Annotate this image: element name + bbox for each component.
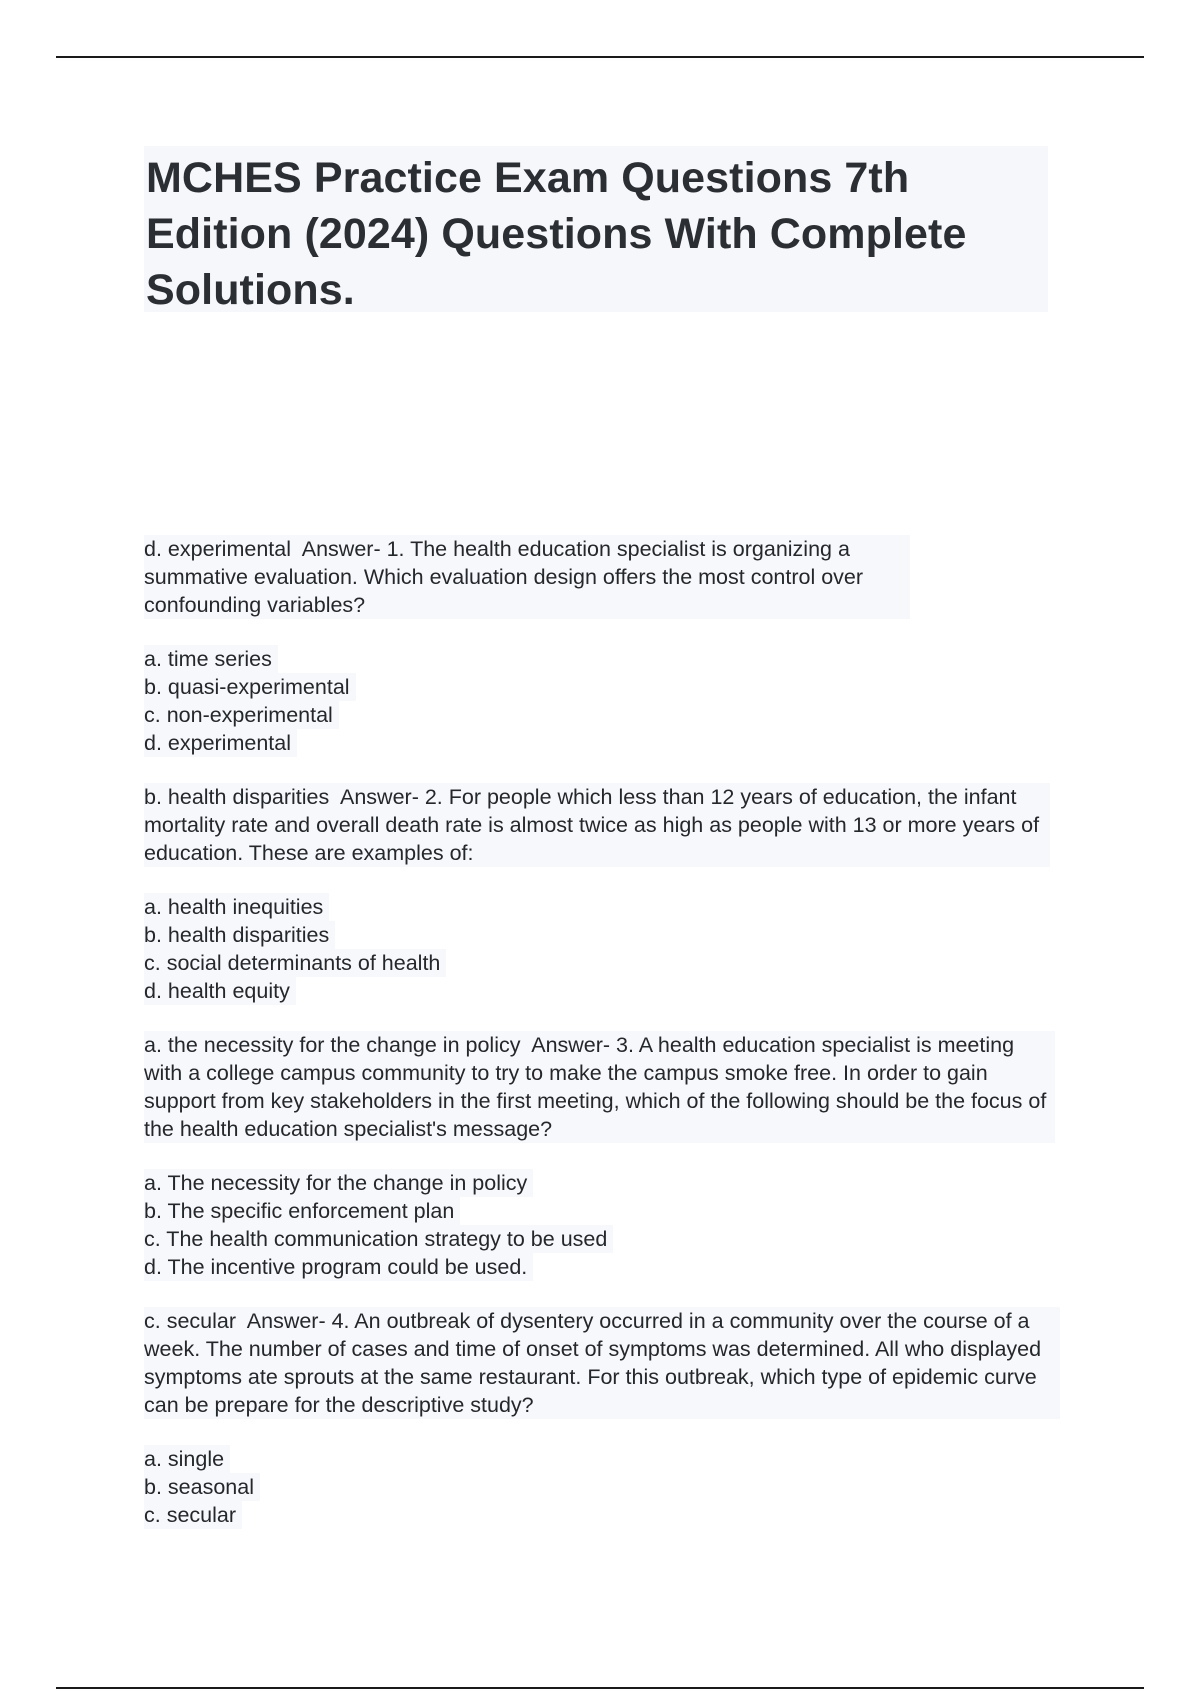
option-item bbox=[144, 1473, 1064, 1501]
option-item bbox=[144, 977, 1064, 1005]
option-text: b. seasonal bbox=[144, 1473, 260, 1501]
option-text: a. single bbox=[144, 1445, 230, 1473]
option-text: c. non-experimental bbox=[144, 701, 339, 729]
question-1 bbox=[144, 535, 1064, 757]
option-text: d. experimental bbox=[144, 729, 297, 757]
option-item bbox=[144, 1225, 1064, 1253]
page-title: MCHES Practice Exam Questions 7th Edition (2024) Questions With Complete Solutions. bbox=[146, 154, 967, 314]
option-list bbox=[144, 1445, 1064, 1529]
option-item bbox=[144, 1169, 1064, 1197]
option-item bbox=[144, 1501, 1064, 1529]
title-block bbox=[144, 146, 1048, 312]
option-text: d. health equity bbox=[144, 977, 296, 1005]
question-3 bbox=[144, 1031, 1064, 1281]
option-item bbox=[144, 701, 1064, 729]
question-list bbox=[144, 535, 1064, 1555]
option-text: c. secular bbox=[144, 1501, 242, 1529]
option-text: a. time series bbox=[144, 645, 278, 673]
question-stem: b. health disparities Answer- 2. For people which less than 12 years of education, the infant mortality rate and overall death rate is almost twice as high as people with 13 or more years of education. These are examples of: bbox=[144, 783, 1050, 867]
question-2 bbox=[144, 783, 1064, 1005]
option-list bbox=[144, 645, 1064, 757]
option-item bbox=[144, 1445, 1064, 1473]
question-stem: c. secular Answer- 4. An outbreak of dysentery occurred in a community over the course of a week. The number of cases and time of onset of symptoms was determined. All who displayed symptoms ate sprouts at the same restaurant. For this outbreak, which type of epidemic curve can be prepare for the descriptive study? bbox=[144, 1307, 1060, 1419]
question-stem: a. the necessity for the change in policy Answer- 3. A health education specialist is meeting with a college campus community to try to make the campus smoke free. In order to gain support from key stakeholders in the first meeting, which of the following should be the focus of the health education specialist's message? bbox=[144, 1031, 1055, 1143]
option-text: b. health disparities bbox=[144, 921, 335, 949]
option-text: b. The specific enforcement plan bbox=[144, 1197, 460, 1225]
option-item bbox=[144, 949, 1064, 977]
question-4 bbox=[144, 1307, 1064, 1529]
option-item bbox=[144, 921, 1064, 949]
option-item bbox=[144, 729, 1064, 757]
option-text: c. social determinants of health bbox=[144, 949, 446, 977]
option-list bbox=[144, 893, 1064, 1005]
question-stem: d. experimental Answer- 1. The health education specialist is organizing a summative evaluation. Which evaluation design offers the most control over confounding variables? bbox=[144, 535, 910, 619]
option-list bbox=[144, 1169, 1064, 1281]
option-text: a. The necessity for the change in policy bbox=[144, 1169, 533, 1197]
option-text: b. quasi-experimental bbox=[144, 673, 356, 701]
option-item bbox=[144, 1197, 1064, 1225]
option-item bbox=[144, 893, 1064, 921]
option-text: a. health inequities bbox=[144, 893, 329, 921]
option-text: d. The incentive program could be used. bbox=[144, 1253, 533, 1281]
option-item bbox=[144, 673, 1064, 701]
top-rule bbox=[56, 56, 1144, 58]
option-item bbox=[144, 645, 1064, 673]
option-text: c. The health communication strategy to be used bbox=[144, 1225, 613, 1253]
bottom-rule bbox=[56, 1687, 1144, 1689]
option-item bbox=[144, 1253, 1064, 1281]
